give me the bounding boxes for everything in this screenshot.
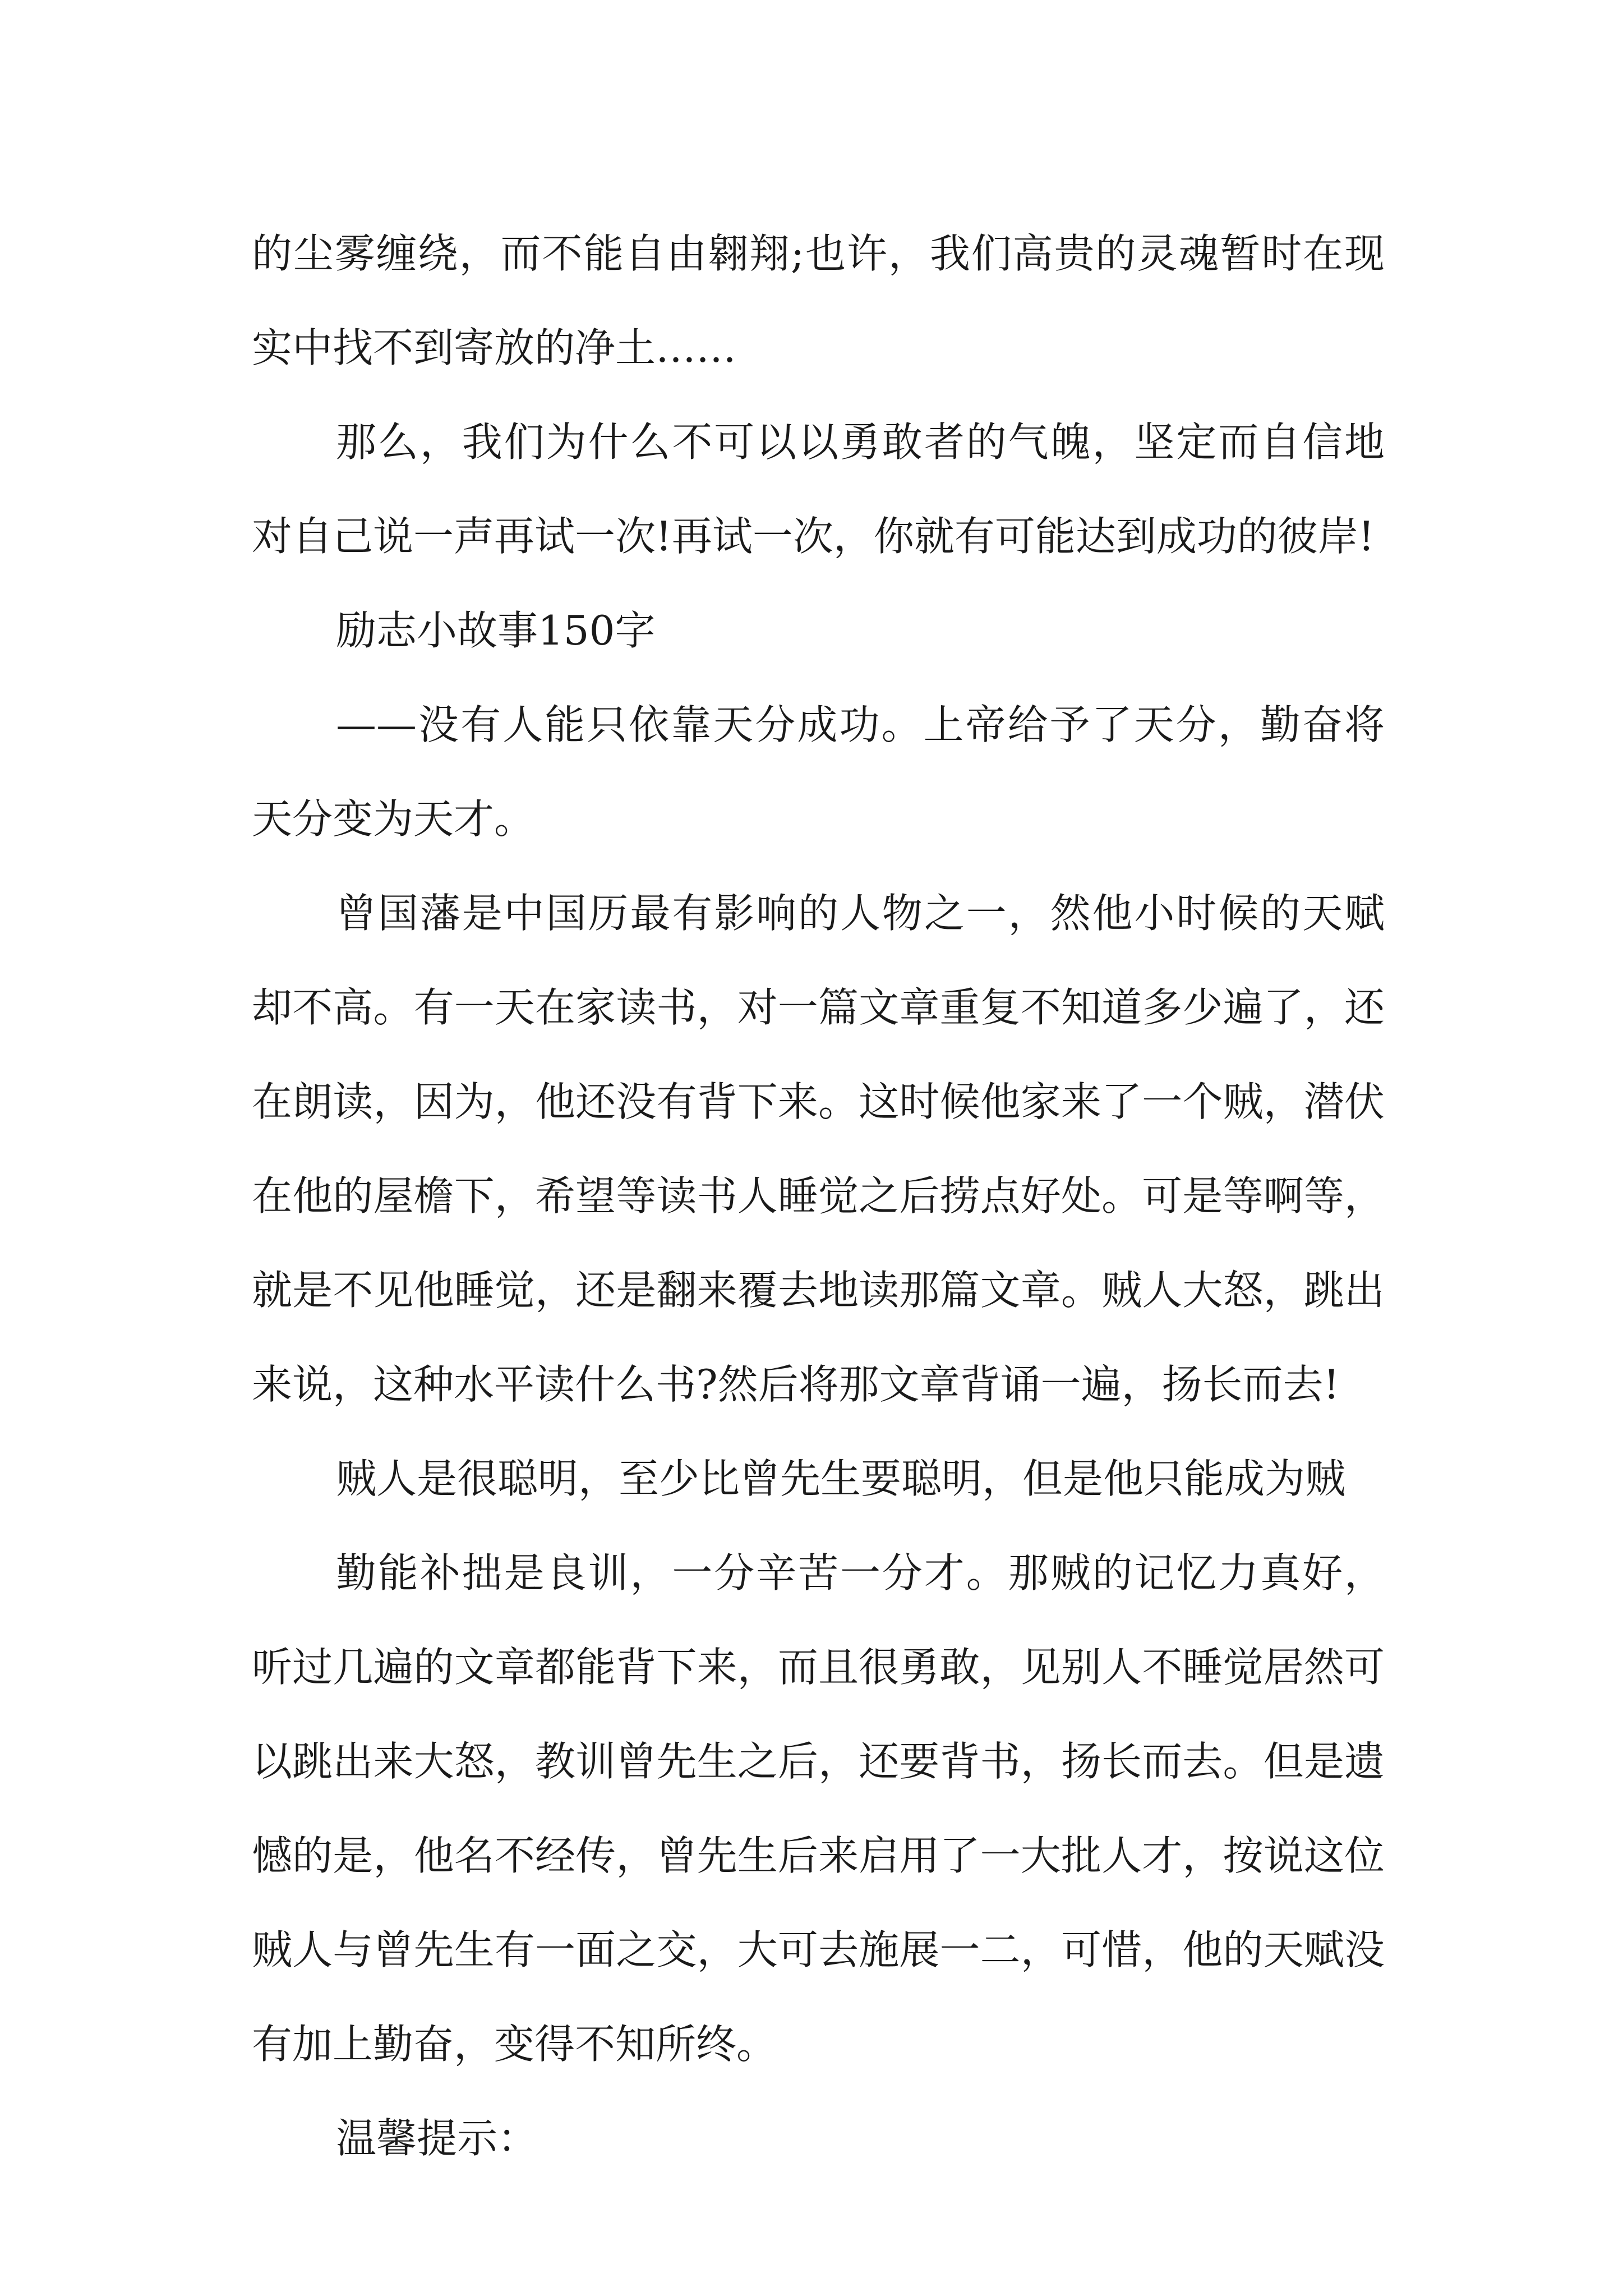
paragraph-moral: 勤能补拙是良训，一分辛苦一分才。那贼的记忆力真好，听过几遍的文章都能背下来，而且很勇敢，见别人不睡觉居然可以跳出来大怒，教训曾先生之后，还要背书，扬长而去。但是遗憾的是，他名不经传，曾先生后来启用了一大批人才，按说这位贼人与曾先生有一面之交，大可去施展一二，可惜，他的天赋没有加上勤奋，变得不知所终。 [252, 1549, 1385, 2068]
paragraph-continuation: 的尘雾缠绕，而不能自由翱翔;也许，我们高贵的灵魂暂时在现实中找不到寄放的净土…… [252, 230, 1385, 371]
paragraph-story: 曾国藩是中国历最有影响的人物之一，然他小时候的天赋却不高。有一天在家读书，对一篇文章重复不知道多少遍了，还在朗读，因为，他还没有背下来。这时候他家来了一个贼，潜伏在他的屋檐下，希望等读书人睡觉之后捞点好处。可是等啊等，就是不见他睡觉，还是翻来覆去地读那篇文章。贼人大怒，跳出来说，这种水平读什么书?然后将那文章背诵一遍，扬长而去! [252, 890, 1385, 1408]
paragraph-encouragement: 那么，我们为什么不可以以勇敢者的气魄，坚定而自信地对自己说一声再试一次!再试一次，你就有可能达到成功的彼岸! [252, 418, 1385, 560]
document-body [252, 206, 1385, 2185]
paragraph-epigraph: ——没有人能只依靠天分成功。上帝给予了天分，勤奋将天分变为天才。 [252, 701, 1385, 843]
section-heading: 励志小故事150字 [336, 607, 656, 654]
tip-label: 温馨提示： [336, 2115, 538, 2162]
paragraph-comment: 贼人是很聪明，至少比曾先生要聪明，但是他只能成为贼 [336, 1455, 1346, 1502]
